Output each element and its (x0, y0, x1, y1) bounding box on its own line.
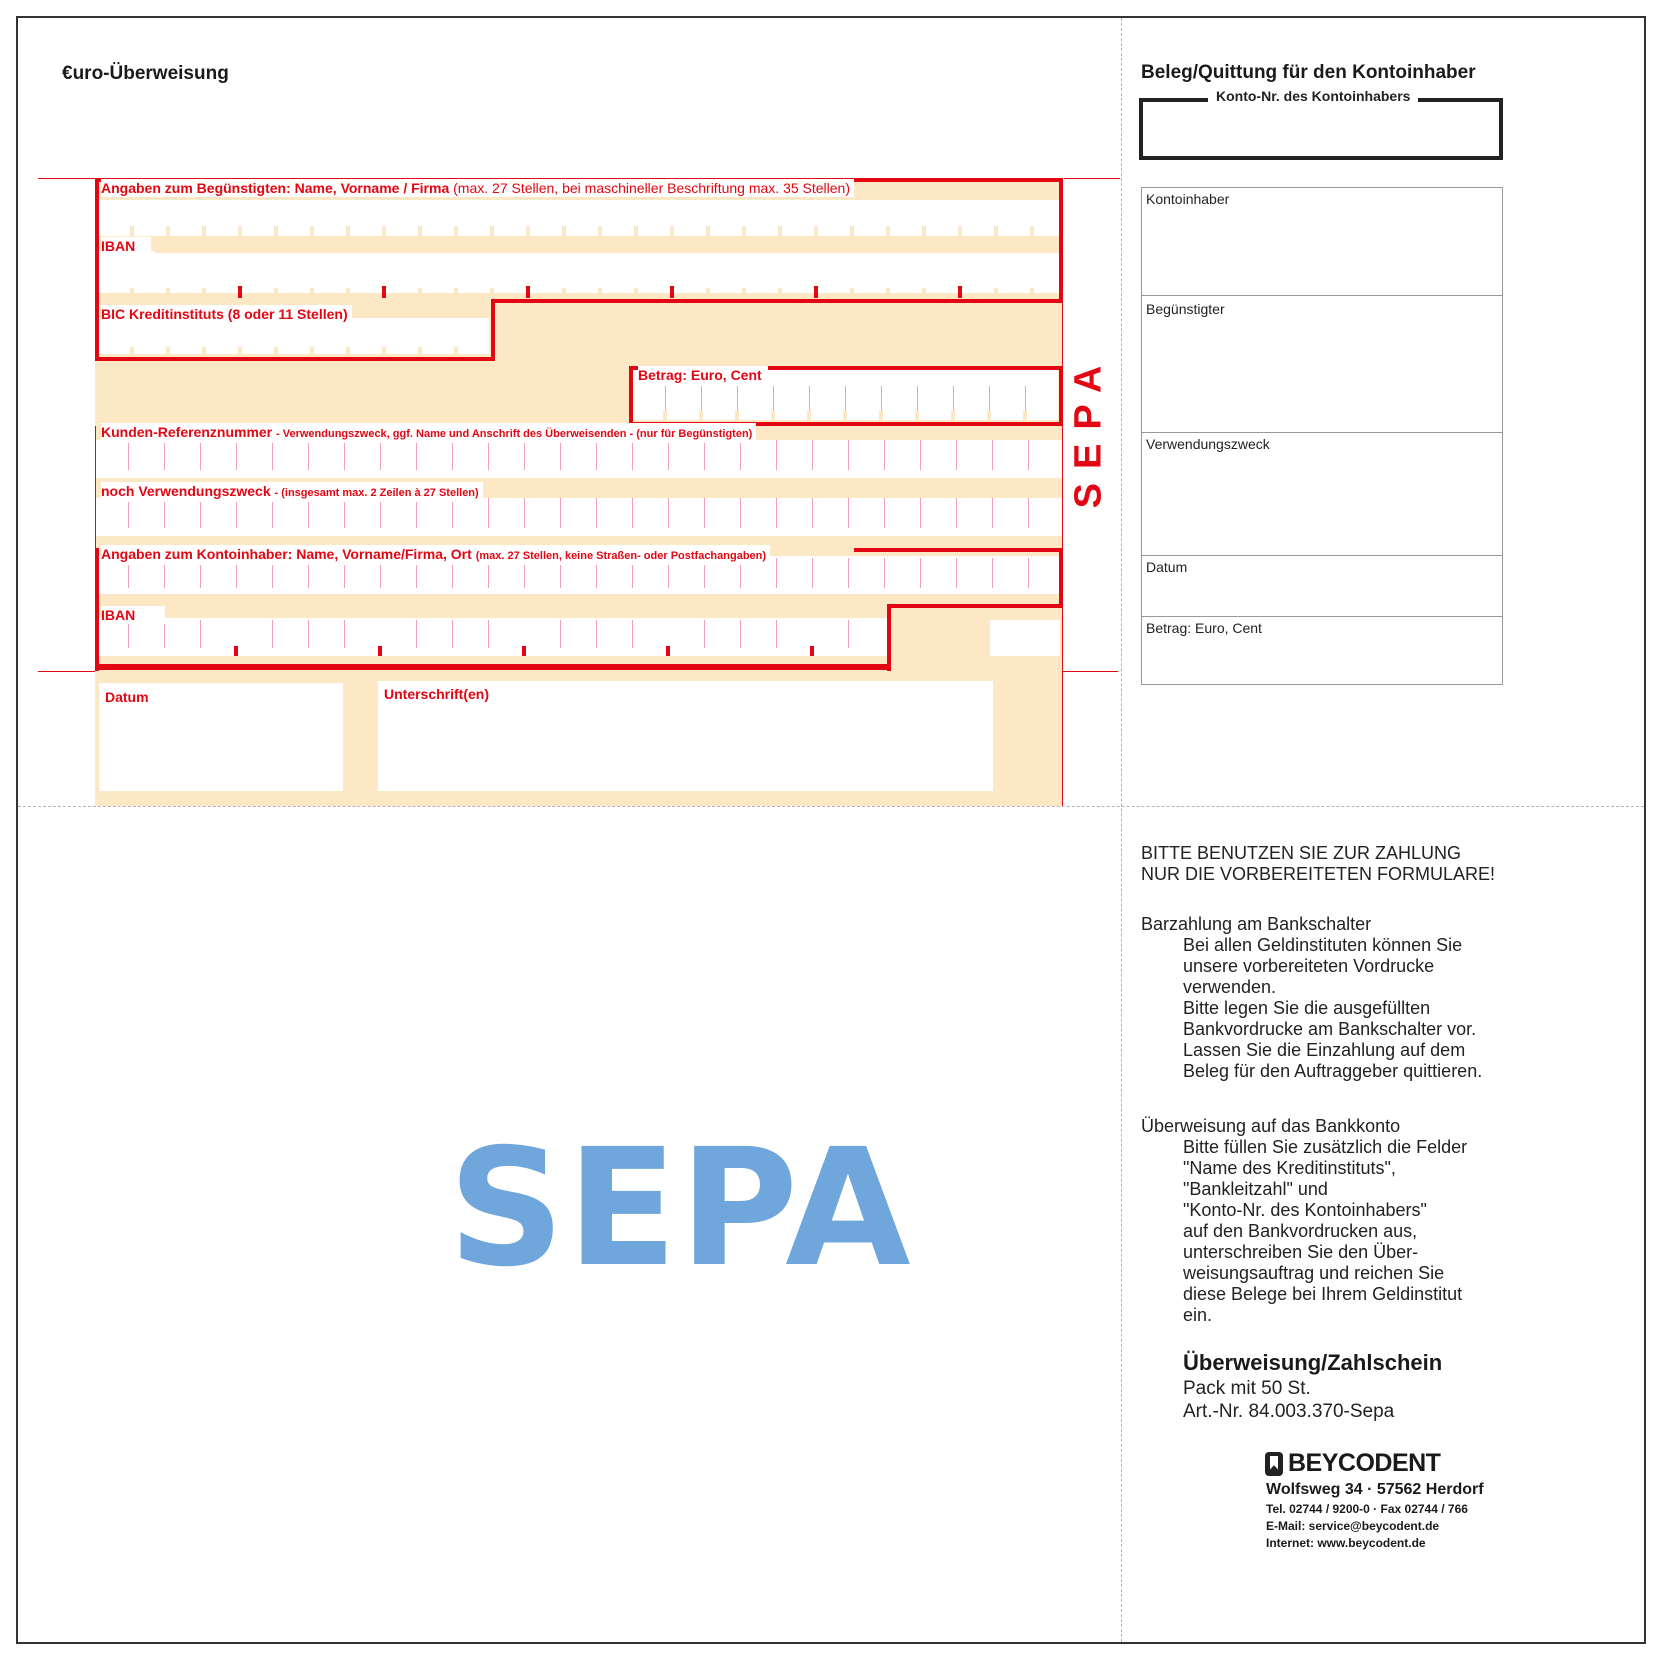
bic-box-left (95, 299, 99, 361)
product-article: Art.-Nr. 84.003.370-Sepa (1183, 1401, 1395, 1422)
holder-box-bottom (95, 664, 891, 670)
company-email[interactable]: E-Mail: service@beycodent.de (1266, 1519, 1440, 1533)
company-name: BEYCODENT (1288, 1449, 1441, 1477)
date-label: Datum (105, 689, 149, 705)
signature-label: Unterschrift(en) (384, 686, 490, 702)
bic-label: BIC Kreditinstituts (8 oder 11 Stellen) (101, 305, 352, 323)
holder-box-top (854, 548, 1063, 552)
receipt-field-datum[interactable] (1141, 555, 1503, 616)
reference-label: Kunden-Referenznummer - Verwendungszweck, ggf. Name und Anschrift des Überweisenden - (nur für Begünstigten) (101, 423, 756, 443)
reference-field[interactable] (96, 440, 1062, 478)
account-no-box[interactable] (1139, 98, 1503, 160)
company-phone: Tel. 02744 / 9200-0 · Fax 02744 / 766 (1266, 1502, 1468, 1516)
guide-line (38, 178, 98, 179)
bic-box-bottom (95, 357, 495, 361)
amount-label: Betrag: Euro, Cent (638, 366, 768, 384)
band (381, 303, 491, 313)
product-name: Überweisung/Zahlschein (1183, 1350, 1443, 1375)
beneficiary-label: Angaben zum Begünstigten: Name, Vorname / Firma (max. 27 Stellen, bei maschineller Beschriftung max. 35 Stellen) (101, 179, 854, 197)
band (99, 298, 381, 300)
holder-iban-label: IBAN (101, 606, 165, 624)
purpose-label: noch Verwendungszweck - (insgesamt max. 2 Zeilen à 27 Stellen) (101, 482, 483, 502)
beycodent-logo-icon (1265, 1452, 1283, 1476)
guide-line (1064, 178, 1120, 179)
holder-extra-field[interactable] (990, 620, 1060, 656)
receipt-label: Begünstigter (1146, 301, 1225, 317)
receipt-label: Kontoinhaber (1146, 191, 1230, 207)
holder-box-step-v (887, 604, 891, 671)
iban-band (155, 236, 1059, 253)
form-title: €uro-Überweisung (62, 63, 229, 84)
holder-iban-field[interactable] (99, 618, 887, 656)
perforation-vertical (1121, 18, 1122, 1642)
bic-box-right (491, 299, 495, 361)
product-pack: Pack mit 50 St. (1183, 1378, 1311, 1399)
receipt-label: Betrag: Euro, Cent (1146, 620, 1262, 636)
bic-field[interactable] (99, 318, 489, 354)
cash-instructions: Barzahlung am Bankschalter Bei allen Geldinstituten können Sie unsere vorbereiteten Vordrucke verwenden. Bitte legen Sie die ausgefüllten Bankvordrucke am Bankschalter vor. Lassen Sie die Einzahlung auf dem Beleg für den Auftraggeber quittieren. (1141, 914, 1483, 1081)
company-address: Wolfsweg 34 · 57562 Herdorf (1266, 1481, 1484, 1498)
sepa-logo: SEPA (448, 1115, 913, 1303)
perforation-horizontal (18, 806, 1644, 807)
transfer-instructions: Überweisung auf das Bankkonto Bitte füllen Sie zusätzlich die Felder "Name des Kreditinstituts", "Bankleitzahl" und "Konto-Nr. des Kontoinhabers" auf den Bankvordrucken aus, unterschreiben Sie den Über- weisungsauftrag und reichen Sie diese Belege bei Ihrem Geldinstitut ein. (1141, 1116, 1468, 1325)
holder-box-left (95, 548, 99, 671)
holder-box-step (887, 604, 1063, 608)
sepa-side-mark: SEPA (1067, 351, 1110, 509)
purpose-field[interactable] (96, 498, 1062, 536)
form-right-edge (1062, 178, 1063, 806)
iban-band (170, 598, 887, 614)
receipt-label: Datum (1146, 559, 1188, 575)
instructions-headline: BITTE BENUTZEN SIE ZUR ZAHLUNG NUR DIE VORBEREITETEN FORMULARE! (1141, 843, 1496, 884)
holder-label: Angaben zum Kontoinhaber: Name, Vorname/Firma, Ort (max. 27 Stellen, keine Straßen- oder Postfachangaben) (101, 545, 770, 565)
holder-box-right (1059, 548, 1063, 608)
company-logo (1265, 1449, 1440, 1478)
receipt-title: Beleg/Quittung für den Kontoinhaber (1141, 62, 1476, 83)
beneficiary-iban-label: IBAN (101, 237, 151, 255)
company-web[interactable]: Internet: www.beycodent.de (1266, 1536, 1426, 1550)
account-no-label: Konto-Nr. des Kontoinhabers (1208, 88, 1418, 104)
receipt-label: Verwendungszweck (1146, 436, 1270, 452)
beneficiary-box-bottom (491, 299, 1063, 303)
